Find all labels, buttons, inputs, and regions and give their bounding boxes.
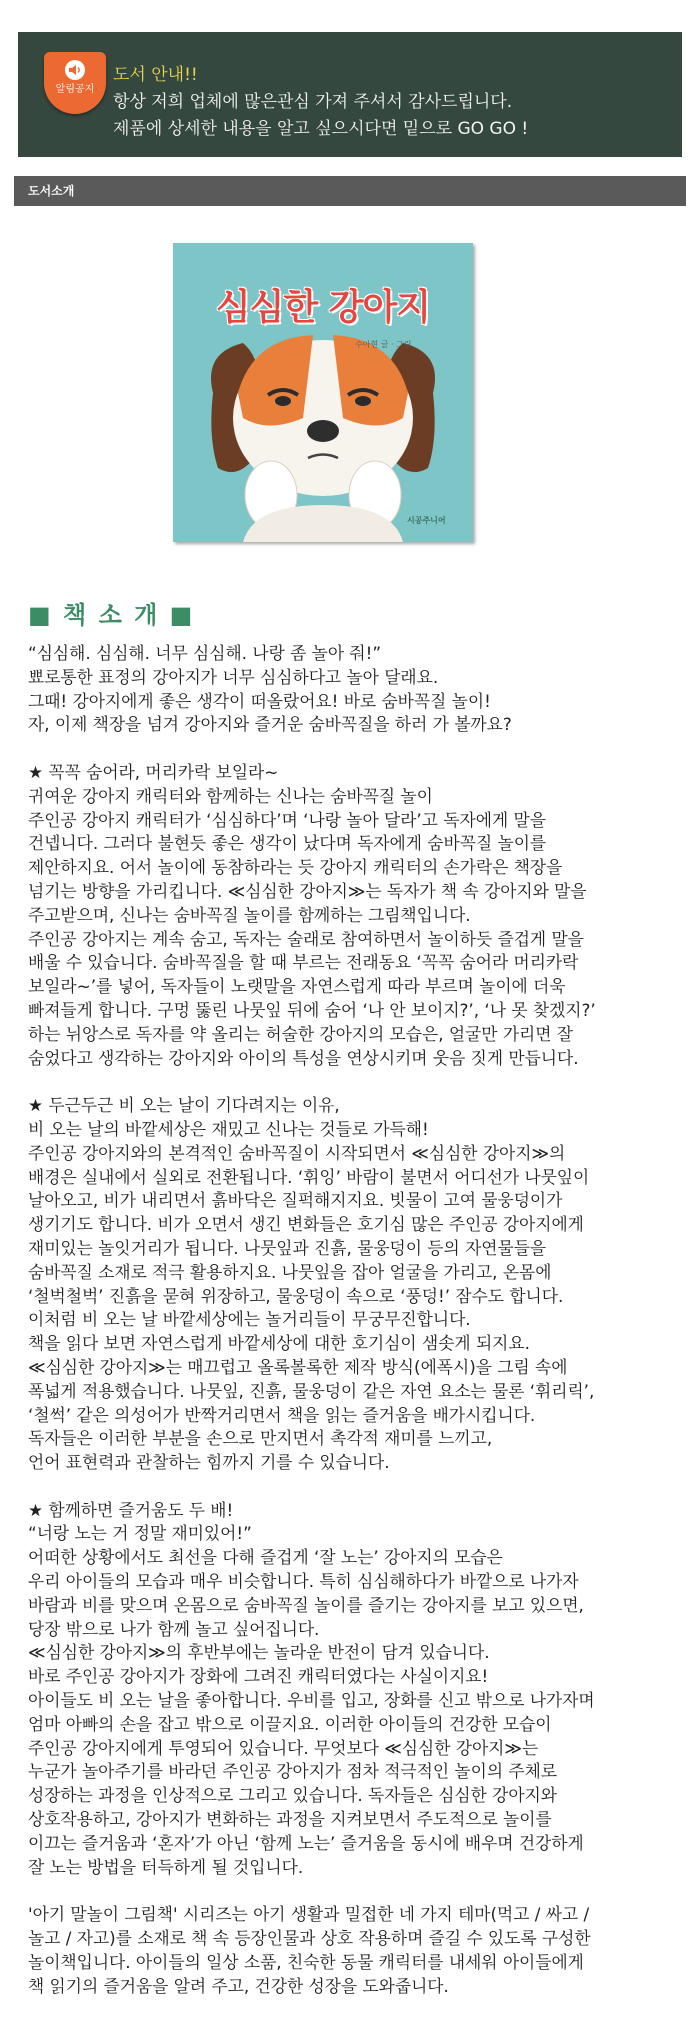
description-line: 재미있는 놀잇거리가 됩니다. 나뭇잎과 진흙, 물웅덩이 등의 자연물들을	[28, 1237, 547, 1258]
description-line: ★ 두근두근 비 오는 날이 기다려지는 이유,	[28, 1095, 340, 1116]
description-line: 생기기도 합니다. 비가 오면서 생긴 변화들은 호기심 많은 주인공 강아지에게	[28, 1214, 584, 1235]
description-line: 하는 뉘앙스로 독자를 약 올리는 허술한 강아지의 모습은, 얼굴만 가리면 잘	[28, 1023, 574, 1044]
description-line: 놀이책입니다. 아이들의 일상 소품, 친숙한 동물 캐릭터를 내세워 아이들에게	[28, 1951, 584, 1972]
description-line: 날아오고, 비가 내리면서 흙바닥은 질퍽해지지요. 빗물이 고여 물웅덩이가	[28, 1190, 563, 1211]
description-line: 뾰로통한 표정의 강아지가 너무 심심하다고 놀아 달래요.	[28, 666, 439, 687]
description-line: ★ 함께하면 즐거움도 두 배!	[28, 1499, 234, 1520]
description-line: ‘철썩’ 같은 의성어가 반짝거리면서 책을 읽는 즐거움을 배가시킵니다.	[28, 1404, 536, 1425]
description-line: 폭넓게 적용했습니다. 나뭇잎, 진흙, 물웅덩이 같은 자연 요소는 물론 ‘휘리릭’,	[28, 1380, 595, 1401]
description-line: 비 오는 날의 바깥세상은 재밌고 신나는 것들로 가득해!	[28, 1118, 429, 1139]
description-line: 숨바꼭질 소재로 적극 활용하지요. 나뭇잎을 잡아 얼굴을 가리고, 온몸에	[28, 1261, 552, 1282]
notice-line-2: 제품에 상세한 내용을 알고 싶으시다면 밑으로 GO GO !	[113, 119, 529, 139]
description-line: 빠져들게 합니다. 구멍 뚫린 나뭇잎 뒤에 숨어 ‘나 안 보이지?’, ‘나 못 찾겠지?’	[28, 999, 596, 1020]
notice-banner	[18, 32, 682, 157]
description-line: 독자들은 이러한 부분을 손으로 만지면서 촉각적 재미를 느끼고,	[28, 1428, 493, 1449]
cover-title: 심심한 강아지	[215, 287, 431, 328]
description-line	[28, 1070, 688, 1094]
description-line: 주고받으며, 신나는 숨바꼭질 놀이를 함께하는 그림책입니다.	[28, 904, 471, 925]
description-line: 이처럼 비 오는 날 바깥세상에는 놀거리들이 무궁무진합니다.	[28, 1309, 471, 1330]
book-description	[28, 642, 688, 1998]
description-line: 엄마 아빠의 손을 잡고 밖으로 이끌지요. 이러한 아이들의 건강한 모습이	[28, 1713, 552, 1734]
description-line: 아이들도 비 오는 날을 좋아합니다. 우비를 입고, 장화를 신고 밖으로 나가자며	[28, 1690, 595, 1711]
description-line: 주인공 강아지 캐릭터가 ‘심심하다’며 ‘나랑 놀아 달라’고 독자에게 말을	[28, 809, 546, 830]
cover-publisher: 시공주니어	[407, 516, 446, 525]
description-line: “심심해. 심심해. 너무 심심해. 나랑 좀 놀아 줘!”	[28, 643, 382, 663]
notice-title: 도서 안내!!	[113, 65, 198, 85]
section-header	[14, 176, 686, 206]
description-line: 당장 밖으로 나가 함께 놀고 싶어집니다.	[28, 1618, 320, 1639]
description-line: ≪심심한 강아지≫는 매끄럽고 올록볼록한 제작 방식(에폭시)을 그림 속에	[28, 1356, 568, 1377]
description-line: 주인공 강아지와의 본격적인 숨바꼭질이 시작되면서 ≪심심한 강아지≫의	[28, 1142, 566, 1163]
description-line: 배울 수 있습니다. 숨바꼭질을 할 때 부르는 전래동요 ‘꼭꼭 숨어라 머리카락	[28, 952, 579, 973]
book-cover-image	[173, 243, 473, 542]
description-line: 우리 아이들의 모습과 매우 비슷합니다. 특히 심심해하다가 바깥으로 나가자	[28, 1571, 579, 1592]
badge-label: 알림공지	[55, 84, 95, 95]
description-line: 그때! 강아지에게 좋은 생각이 떠올랐어요! 바로 숨바꼭질 놀이!	[28, 690, 491, 711]
cover-author: 수아현 글 · 그림	[355, 340, 412, 349]
description-line: 넘기는 방향을 가리킵니다. ≪심심한 강아지≫는 독자가 책 속 강아지와 말을	[28, 880, 587, 901]
description-line: ★ 꼭꼭 숨어라, 머리카락 보일라~	[28, 761, 279, 782]
description-line: 언어 표현력과 관찰하는 힘까지 기를 수 있습니다.	[28, 1452, 390, 1473]
description-line: 제안하지요. 어서 놀이에 동참하라는 듯 강아지 캐릭터의 손가락은 책장을	[28, 857, 563, 878]
description-line: 책 읽기의 즐거움을 알려 주고, 건강한 성장을 도와줍니다.	[28, 1975, 449, 1996]
description-line: 누군가 놀아주기를 바라던 주인공 강아지가 점차 적극적인 놀이의 주체로	[28, 1761, 557, 1782]
description-line	[28, 1475, 688, 1499]
description-line: ≪심심한 강아지≫의 후반부에는 놀라운 반전이 담겨 있습니다.	[28, 1642, 490, 1663]
description-line	[28, 737, 688, 761]
description-line: 놀고 / 자고)를 소재로 책 속 등장인물과 상호 작용하며 즐길 수 있도록 구성한	[28, 1928, 591, 1949]
description-line	[28, 1879, 688, 1903]
description-line: ‘철벅철벅’ 진흙을 묻혀 위장하고, 물웅덩이 속으로 ‘풍덩!’ 잠수도 합니다.	[28, 1285, 564, 1306]
description-line: 이끄는 즐거움과 ‘혼자’가 아닌 ‘함께 노는’ 즐거움을 동시에 배우며 건강하게	[28, 1832, 584, 1853]
speaker-icon	[65, 60, 85, 80]
description-line: 주인공 강아지는 계속 숨고, 독자는 술래로 참여하면서 놀이하듯 즐겁게 말을	[28, 928, 584, 949]
description-line: 배경은 실내에서 실외로 전환됩니다. ‘휘잉’ 바람이 불면서 어디선가 나뭇잎이	[28, 1166, 590, 1187]
description-line: 책을 읽다 보면 자연스럽게 바깥세상에 대한 호기심이 샘솟게 되지요.	[28, 1333, 530, 1354]
intro-heading: ■ 책 소 개 ■	[28, 601, 195, 629]
description-line: “너랑 노는 거 정말 재미있어!”	[28, 1523, 252, 1544]
section-label: 도서소개	[28, 184, 75, 198]
description-line: 바람과 비를 맞으며 온몸으로 숨바꼭질 놀이를 즐기는 강아지를 보고 있으면,	[28, 1594, 584, 1615]
description-line: 귀여운 강아지 캐릭터와 함께하는 신나는 숨바꼭질 놀이	[28, 785, 433, 806]
notice-line-1: 항상 저희 업체에 많은관심 가져 주셔서 감사드립니다.	[113, 92, 513, 112]
notice-badge	[44, 52, 106, 114]
description-line: 성장하는 과정을 인상적으로 그리고 있습니다. 독자들은 심심한 강아지와	[28, 1785, 557, 1806]
notice-text	[113, 62, 528, 143]
description-line: '아기 말놀이 그림책' 시리즈는 아기 생활과 밀접한 네 가지 테마(먹고 / 싸고 /	[28, 1904, 590, 1925]
description-line: 숨었다고 생각하는 강아지와 아이의 특성을 연상시키며 웃음 짓게 만듭니다.	[28, 1047, 579, 1068]
description-line: 잘 노는 방법을 터득하게 될 것입니다.	[28, 1856, 304, 1877]
description-line: 자, 이제 책장을 넘겨 강아지와 즐거운 숨바꼭질을 하러 가 볼까요?	[28, 714, 512, 735]
description-line: 주인공 강아지에게 투영되어 있습니다. 무엇보다 ≪심심한 강아지≫는	[28, 1737, 539, 1758]
description-line: 건넵니다. 그러다 불현듯 좋은 생각이 났다며 독자에게 숨바꼭질 놀이를	[28, 833, 547, 854]
description-line: 상호작용하고, 강아지가 변화하는 과정을 지켜보면서 주도적으로 놀이를	[28, 1809, 552, 1830]
description-line: 보일라~’를 넣어, 독자들이 노랫말을 자연스럽게 따라 부르며 놀이에 더욱	[28, 976, 566, 997]
description-line: 바로 주인공 강아지가 장화에 그려진 캐릭터였다는 사실이지요!	[28, 1666, 489, 1687]
description-line: 어떠한 상황에서도 최선을 다해 즐겁게 ‘잘 노는’ 강아지의 모습은	[28, 1547, 503, 1568]
